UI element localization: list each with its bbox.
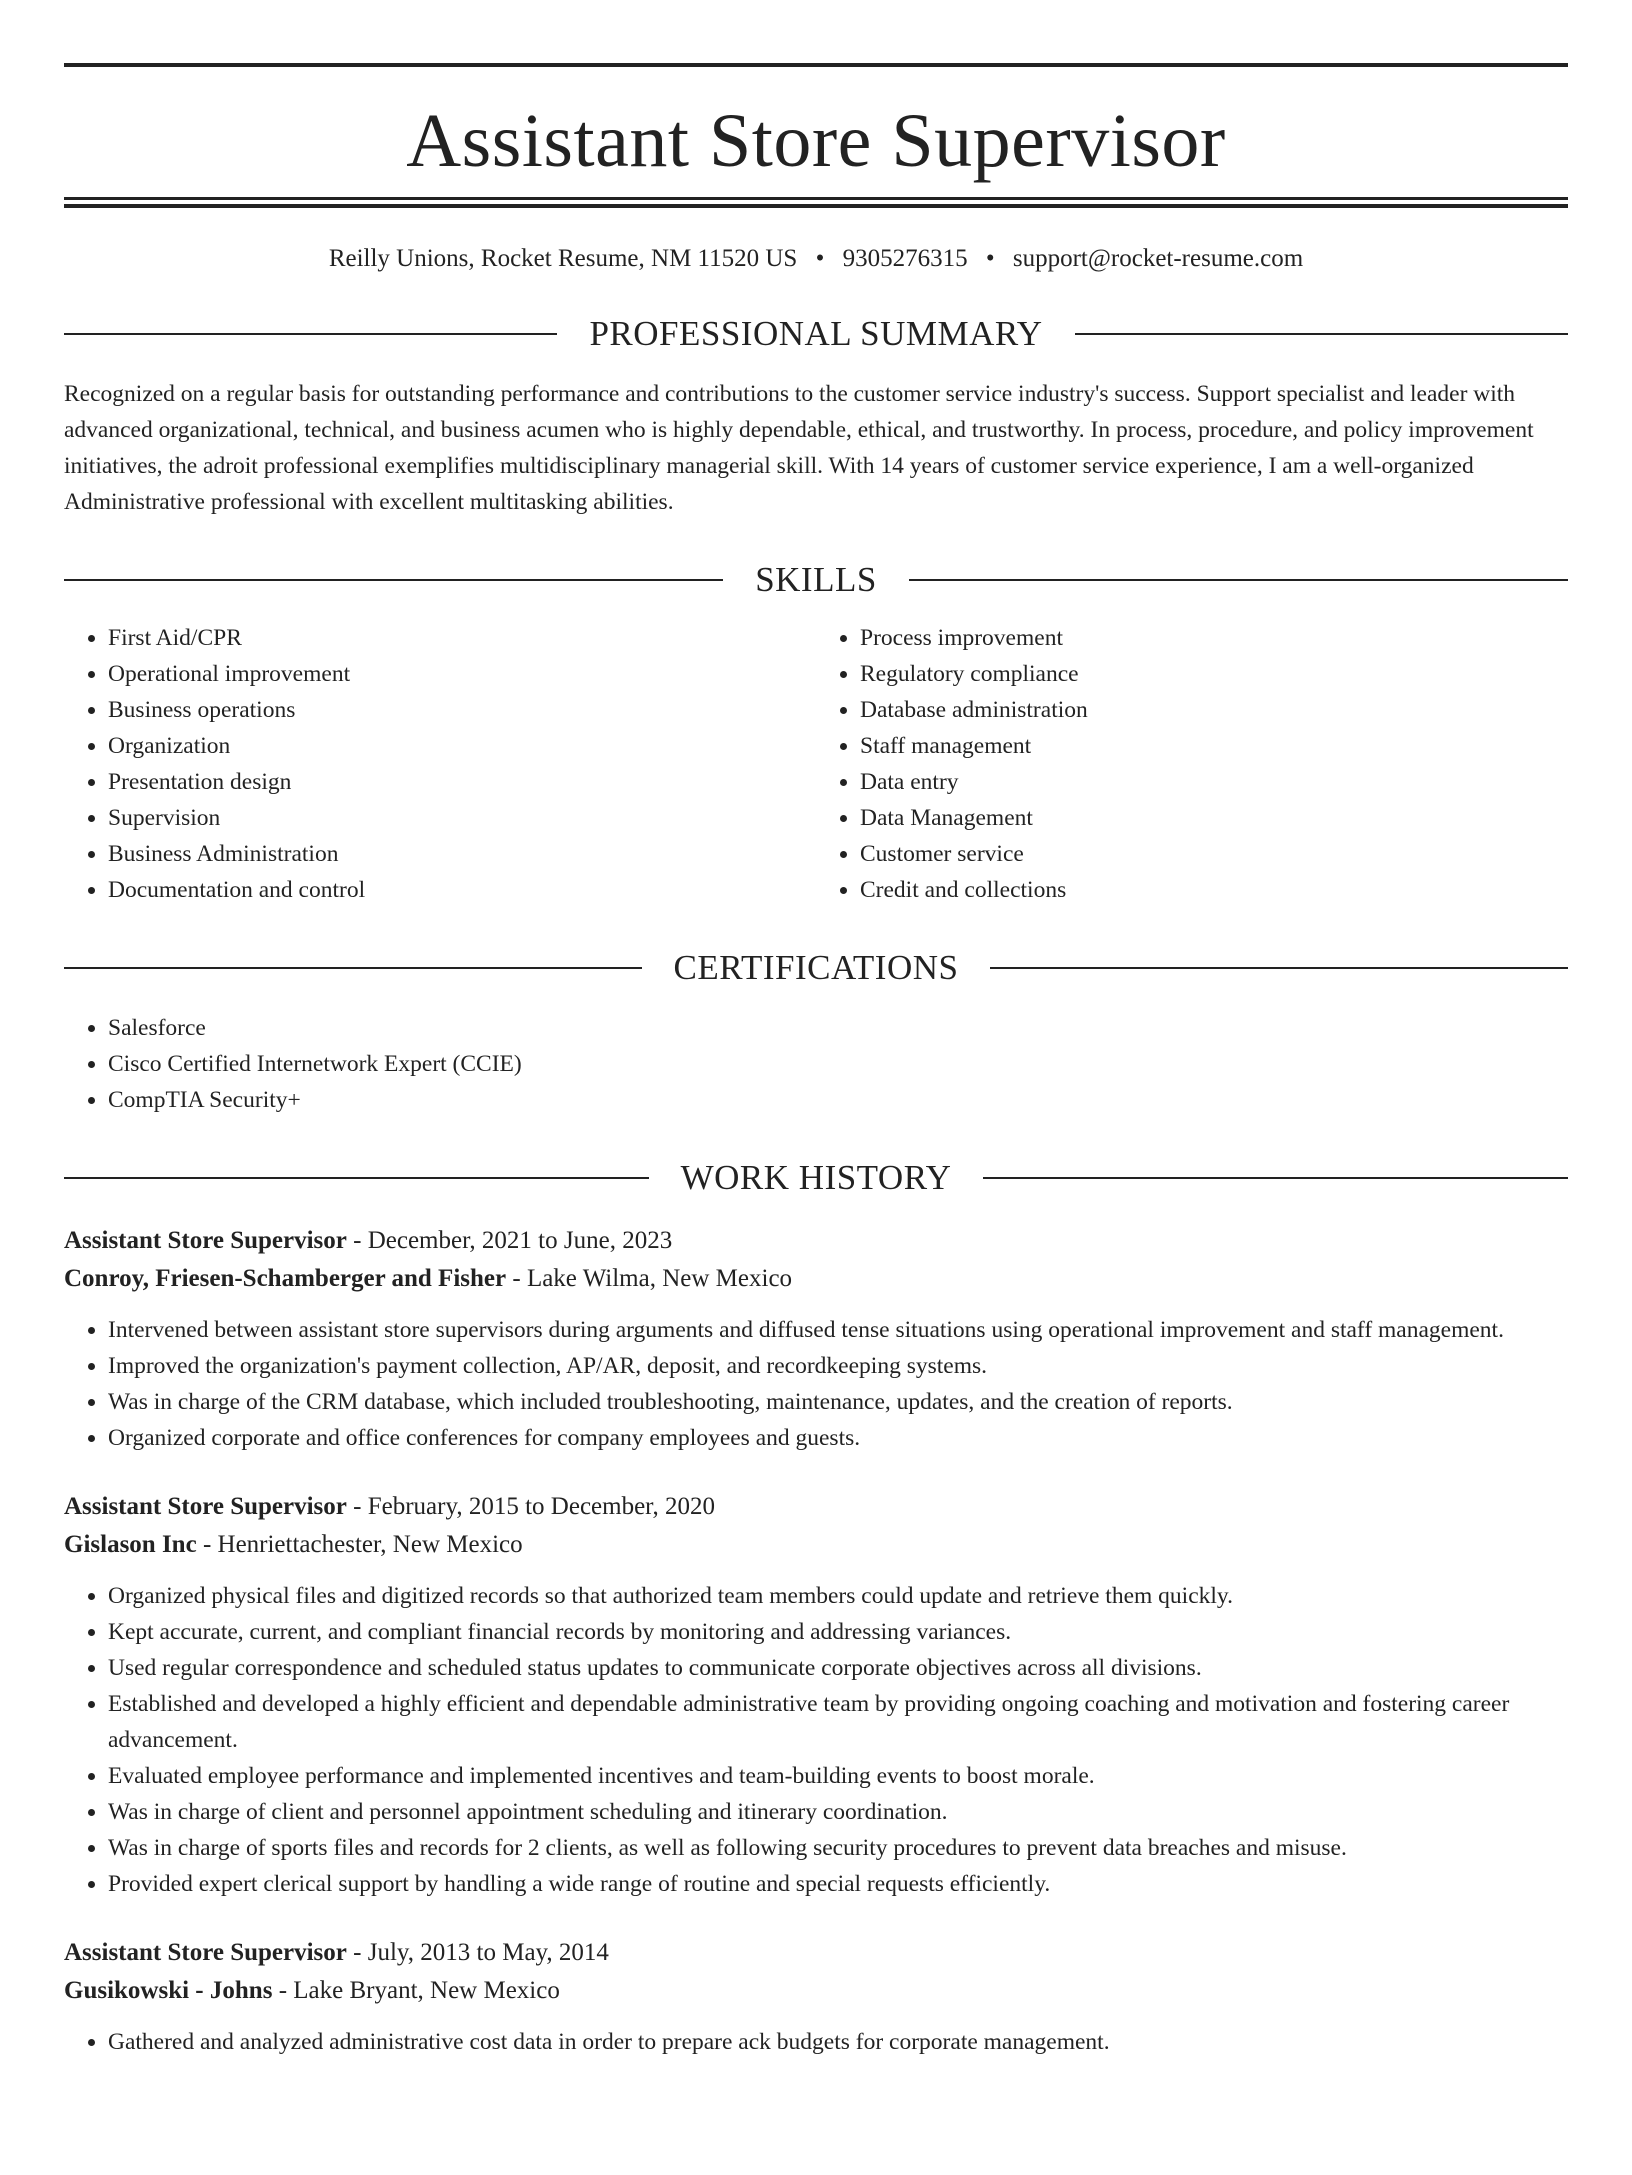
job-company-line: Conroy, Friesen-Schamberger and Fisher - Lake Wilma, New Mexico xyxy=(64,1265,793,1292)
heading-rule-right xyxy=(983,1177,1568,1179)
summary-heading: PROFESSIONAL SUMMARY xyxy=(589,314,1043,353)
certification-item: • CompTIA Security+ xyxy=(108,1082,1568,1118)
skill-item: • Documentation and control xyxy=(108,872,816,908)
job-bullet: • Was in charge of client and personnel appointment scheduling and itinerary coordination. xyxy=(108,1794,1568,1830)
work-heading: WORK HISTORY xyxy=(680,1158,952,1197)
job-company: Conroy, Friesen-Schamberger and Fisher xyxy=(64,1265,507,1292)
job-dates: July, 2013 to May, 2014 xyxy=(367,1939,609,1966)
skill-item: • Business operations xyxy=(108,692,816,728)
heading-rule-left xyxy=(64,967,642,969)
skill-item: • Supervision xyxy=(108,800,816,836)
skill-item: • Data Management xyxy=(860,800,1568,836)
job-dates: February, 2015 to December, 2020 xyxy=(367,1493,715,1520)
contact-separator: • xyxy=(985,245,995,272)
job-location: Lake Wilma, New Mexico xyxy=(526,1265,793,1292)
heading-rule-left xyxy=(64,1177,649,1179)
certifications-list xyxy=(64,1010,1568,1118)
job-entry xyxy=(64,1934,1568,2060)
skills-columns xyxy=(64,620,1568,908)
job-title: Assistant Store Supervisor xyxy=(64,1493,347,1520)
contact-line xyxy=(64,244,1568,274)
job-bullet: • Provided expert clerical support by handling a wide range of routine and special requests efficiently. xyxy=(108,1866,1568,1902)
job-title-line: Assistant Store Supervisor - July, 2013 to May, 2014 xyxy=(64,1939,609,1966)
skill-item: • Organization xyxy=(108,728,816,764)
skill-item: • Credit and collections xyxy=(860,872,1568,908)
job-bullet: • Was in charge of the CRM database, which included troubleshooting, maintenance, updates, and the creation of reports. xyxy=(108,1384,1568,1420)
certification-item: • Cisco Certified Internetwork Expert (CCIE) xyxy=(108,1046,1568,1082)
job-bullet: • Organized physical files and digitized records so that authorized team members could update and retrieve them quickly. xyxy=(108,1578,1568,1614)
resume-title: Assistant Store Supervisor xyxy=(406,99,1226,183)
job-title-line: Assistant Store Supervisor - December, 2021 to June, 2023 xyxy=(64,1227,673,1254)
skill-item: • Staff management xyxy=(860,728,1568,764)
job-bullets xyxy=(64,1578,1568,1902)
job-entry xyxy=(64,1488,1568,1902)
contact-address: Reilly Unions, Rocket Resume, NM 11520 US xyxy=(328,245,798,272)
job-entry xyxy=(64,1222,1568,1456)
skills-list-right xyxy=(816,620,1568,908)
contact-email[interactable]: support@rocket-resume.com xyxy=(1012,245,1304,272)
job-location: Lake Bryant, New Mexico xyxy=(293,1977,560,2004)
skill-item: • Presentation design xyxy=(108,764,816,800)
top-rule xyxy=(64,63,1568,67)
job-title-line: Assistant Store Supervisor - February, 2015 to December, 2020 xyxy=(64,1493,715,1520)
job-company: Gislason Inc xyxy=(64,1531,197,1558)
skill-item: • Regulatory compliance xyxy=(860,656,1568,692)
contact-separator: • xyxy=(815,245,825,272)
heading-rule-right xyxy=(990,967,1568,969)
resume-page xyxy=(0,63,1632,2175)
job-company: Gusikowski - Johns xyxy=(64,1977,273,2004)
skills-heading: SKILLS xyxy=(755,560,877,599)
heading-rule-right xyxy=(909,579,1568,581)
job-bullet: • Organized corporate and office conferences for company employees and guests. xyxy=(108,1420,1568,1456)
heading-rule-left xyxy=(64,333,557,335)
work-history-list xyxy=(64,1222,1568,2060)
job-bullet: • Intervened between assistant store supervisors during arguments and diffused tense situations using operational improvement and staff management. xyxy=(108,1312,1568,1348)
work-heading-row xyxy=(64,1158,1568,1198)
certifications-heading: CERTIFICATIONS xyxy=(673,948,959,987)
job-bullet: • Improved the organization's payment collection, AP/AR, deposit, and recordkeeping systems. xyxy=(108,1348,1568,1384)
job-bullet: • Was in charge of sports files and records for 2 clients, as well as following security procedures to prevent data breaches and misuse. xyxy=(108,1830,1568,1866)
job-bullet: • Kept accurate, current, and compliant financial records by monitoring and addressing variances. xyxy=(108,1614,1568,1650)
job-company-line: Gusikowski - Johns - Lake Bryant, New Mexico xyxy=(64,1977,560,2004)
skill-item: • Database administration xyxy=(860,692,1568,728)
skills-list-left xyxy=(64,620,816,908)
job-title: Assistant Store Supervisor xyxy=(64,1939,347,1966)
skill-item: • Customer service xyxy=(860,836,1568,872)
job-bullets xyxy=(64,2024,1568,2060)
contact-phone: 9305276315 xyxy=(842,245,968,272)
job-company-line: Gislason Inc - Henriettachester, New Mexico xyxy=(64,1531,523,1558)
skill-item: • Data entry xyxy=(860,764,1568,800)
heading-rule-right xyxy=(1075,333,1568,335)
job-bullet: • Established and developed a highly efficient and dependable administrative team by providing ongoing coaching and motivation and fostering career advancement. xyxy=(108,1686,1568,1758)
skill-item: • Operational improvement xyxy=(108,656,816,692)
skills-heading-row xyxy=(64,560,1568,600)
job-bullet: • Gathered and analyzed administrative cost data in order to prepare ack budgets for corporate management. xyxy=(108,2024,1568,2060)
job-bullet: • Used regular correspondence and scheduled status updates to communicate corporate objectives across all divisions. xyxy=(108,1650,1568,1686)
certifications-heading-row xyxy=(64,948,1568,988)
summary-text: Recognized on a regular basis for outstanding performance and contributions to the customer service industry's success. Support specialist and leader with advanced organizational, technical, and business acumen who is highly dependable, ethical, and trustworthy. In process, procedure, and policy improvement initiatives, the adroit professional exemplifies multidisciplinary managerial skill. With 14 years of customer service experience, I am a well-organized Administrative professional with excellent multitasking abilities. xyxy=(64,381,1534,515)
summary-heading-row xyxy=(64,314,1568,354)
skill-item: • Business Administration xyxy=(108,836,816,872)
heading-rule-left xyxy=(64,579,723,581)
title-double-rule xyxy=(64,197,1568,208)
certification-item: • Salesforce xyxy=(108,1010,1568,1046)
skill-item: • First Aid/CPR xyxy=(108,620,816,656)
job-bullet: • Evaluated employee performance and implemented incentives and team-building events to boost morale. xyxy=(108,1758,1568,1794)
job-dates: December, 2021 to June, 2023 xyxy=(367,1227,673,1254)
job-location: Henriettachester, New Mexico xyxy=(217,1531,523,1558)
job-title: Assistant Store Supervisor xyxy=(64,1227,347,1254)
skill-item: • Process improvement xyxy=(860,620,1568,656)
job-bullets xyxy=(64,1312,1568,1456)
